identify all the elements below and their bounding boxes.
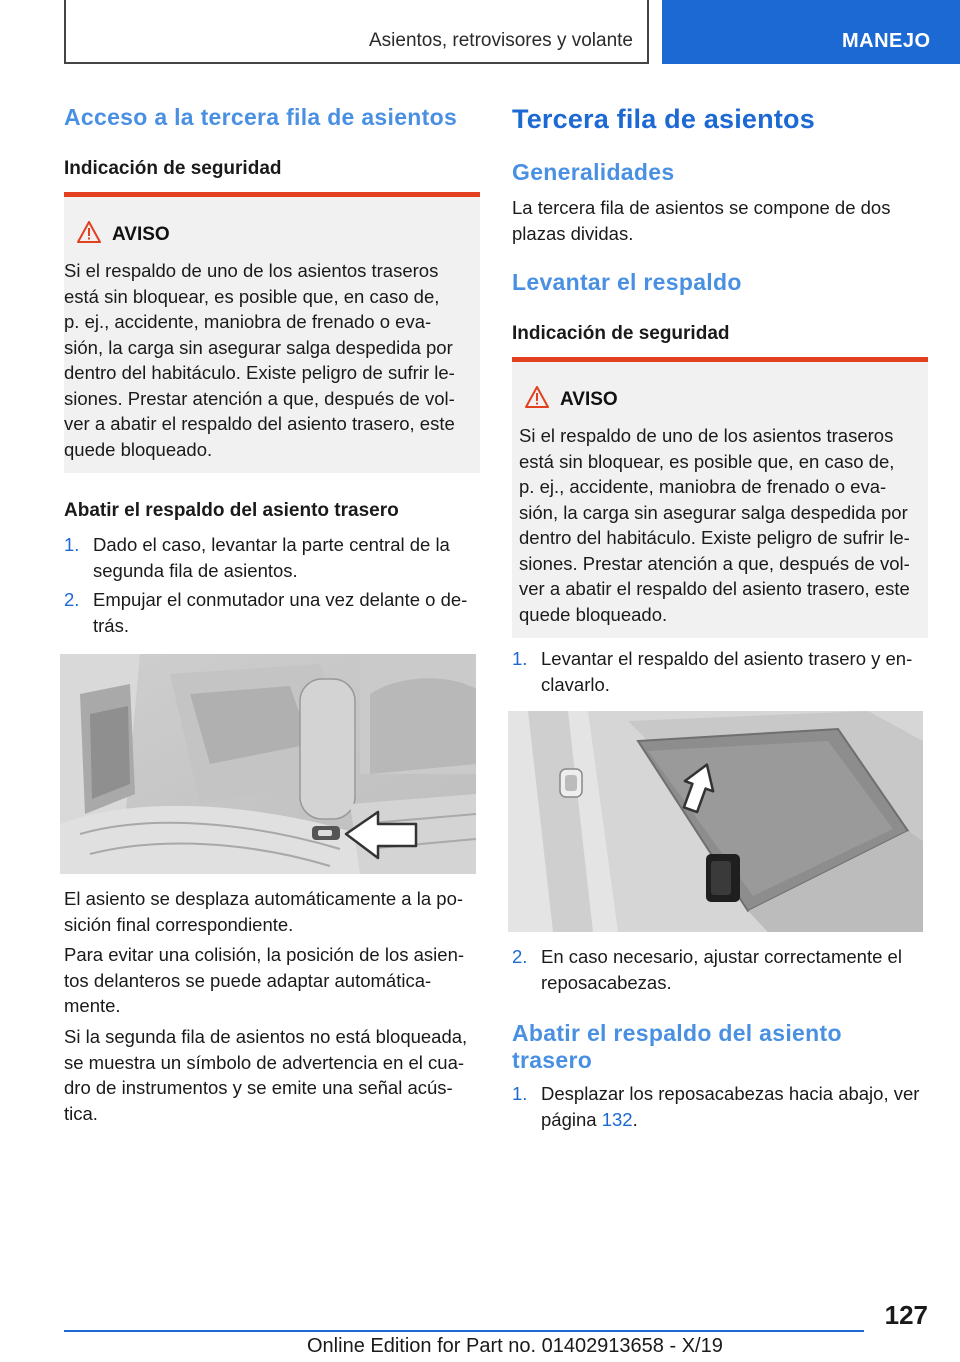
edition-label: Online Edition for Part no. 01402913658 - X/19 [307, 1335, 723, 1357]
step-1 [64, 532, 480, 584]
warning-line: Si el respaldo de uno de los asientos traseros [64, 260, 439, 281]
warning-line: ver a abatir el respaldo del asiento trasero, este [519, 578, 910, 599]
step-line: Desplazar los reposacabezas hacia abajo, ver [541, 1083, 920, 1104]
paragraph-line: Para evitar una colisión, la posición de los asien‐ [64, 944, 465, 965]
step-line: segunda fila de asientos. [93, 559, 298, 581]
paragraph-line: sición final correspondiente. [64, 913, 294, 935]
step-line: Dado el caso, levantar la parte central de la [93, 534, 450, 555]
chapter-tab[interactable] [662, 0, 960, 64]
raise-step-1 [512, 646, 928, 698]
heading-line: Abatir el respaldo del asiento [512, 1020, 842, 1046]
step-line: En caso necesario, ajustar correctamente el [541, 946, 902, 967]
warning-text [519, 423, 910, 627]
step-number: 2. [512, 946, 528, 967]
step-text [541, 944, 902, 995]
general-text [512, 195, 928, 246]
warning-line: p. ej., accidente, maniobra de frenado o eva‐ [64, 311, 432, 332]
warning-line: está sin bloquear, es posible que, en caso de, [519, 450, 895, 472]
step-text-prefix: página [541, 1108, 602, 1130]
heading-line: trasero [512, 1047, 593, 1073]
paragraph-line: se muestra un símbolo de advertencia en el cua‐ [64, 1051, 465, 1073]
right-section-title: Tercera fila de asientos [512, 104, 815, 134]
page-number: 127 [884, 1300, 928, 1330]
paragraph-line: dro de instrumentos y se emite una señal acús‐ [64, 1077, 453, 1098]
warning-triangle-icon [525, 386, 549, 408]
fold-backrest-heading: Abatir el respaldo del asiento trasero [64, 500, 399, 521]
header-section-title: Asientos, retrovisores y volante [368, 30, 633, 51]
paragraph-line: El asiento se desplaza automáticamente a la po‐ [64, 888, 464, 909]
paragraph-line: mente. [64, 995, 121, 1016]
fold-rear-backrest-heading [512, 1020, 928, 1074]
step-2 [64, 587, 480, 639]
step-line: clavarlo. [541, 673, 610, 695]
left-warning-box [64, 192, 480, 473]
left-section-title: Acceso a la tercera fila de asientos [64, 104, 458, 130]
step-line [541, 1107, 919, 1133]
warning-text [64, 258, 455, 462]
paragraph-3 [64, 1024, 480, 1126]
warning-line: Si el respaldo de uno de los asientos traseros [519, 425, 894, 446]
step-text [93, 532, 450, 583]
warning-line: siones. Prestar atención a que, después de vol‐ [519, 552, 910, 574]
general-line: La tercera fila de asientos se compone de dos [512, 197, 891, 218]
left-safety-heading: Indicación de seguridad [64, 158, 282, 179]
rear-seat-switch-image [60, 654, 476, 874]
footer-divider [64, 1330, 864, 1332]
warning-line: dentro del habitáculo. Existe peligro de sufrir le‐ [519, 527, 910, 548]
step-line: reposacabezas. [541, 971, 672, 993]
step-line: trás. [93, 614, 129, 636]
raise-backrest-heading: Levantar el respaldo [512, 269, 742, 295]
paragraph-2 [64, 942, 480, 1019]
warning-line: está sin bloquear, es posible que, en caso de, [64, 285, 440, 307]
chapter-tab-label: MANEJO [842, 30, 931, 52]
backrest-illustration [508, 711, 923, 932]
warning-title: AVISO [112, 224, 170, 245]
right-safety-heading: Indicación de seguridad [512, 323, 730, 344]
warning-line: p. ej., accidente, maniobra de frenado o eva‐ [519, 476, 887, 497]
warning-triangle-icon [77, 221, 101, 243]
step-number: 2. [64, 589, 80, 610]
warning-line: quede bloqueado. [64, 438, 213, 460]
warning-line: ver a abatir el respaldo del asiento trasero, este [64, 413, 455, 434]
paragraph-1 [64, 886, 480, 937]
step-number: 1. [512, 1083, 528, 1104]
step-number: 1. [512, 648, 528, 669]
warning-line: sión, la carga sin asegurar salga despedida por [519, 501, 908, 523]
step-text-suffix: . [632, 1108, 638, 1130]
seat-illustration [60, 654, 476, 874]
step-line: Empujar el conmutador una vez delante o de‐ [93, 589, 468, 610]
warning-line: siones. Prestar atención a que, después de vol‐ [64, 387, 455, 409]
general-line: plazas dividas. [512, 222, 634, 244]
raise-step-2 [512, 944, 928, 996]
page-reference-link[interactable]: 132 [601, 1108, 633, 1130]
general-heading: Generalidades [512, 159, 675, 185]
right-warning-box [512, 357, 928, 638]
third-row-backrest-image [508, 711, 923, 932]
warning-line: quede bloqueado. [519, 603, 668, 625]
warning-line: dentro del habitáculo. Existe peligro de sufrir le‐ [64, 362, 455, 383]
warning-title: AVISO [560, 389, 618, 410]
step-text [93, 587, 467, 638]
step-number: 1. [64, 534, 80, 555]
step-line: Levantar el respaldo del asiento trasero y en‐ [541, 648, 913, 669]
header-section-box [64, 0, 649, 64]
fold-step-1 [512, 1081, 928, 1133]
warning-line: sión, la carga sin asegurar salga despedida por [64, 336, 453, 358]
step-text [541, 646, 912, 697]
paragraph-line: Si la segunda fila de asientos no está bloqueada, [64, 1026, 468, 1047]
paragraph-line: tica. [64, 1102, 98, 1124]
paragraph-line: tos delanteros se puede adaptar automática‐ [64, 969, 432, 991]
step-text [541, 1081, 919, 1132]
